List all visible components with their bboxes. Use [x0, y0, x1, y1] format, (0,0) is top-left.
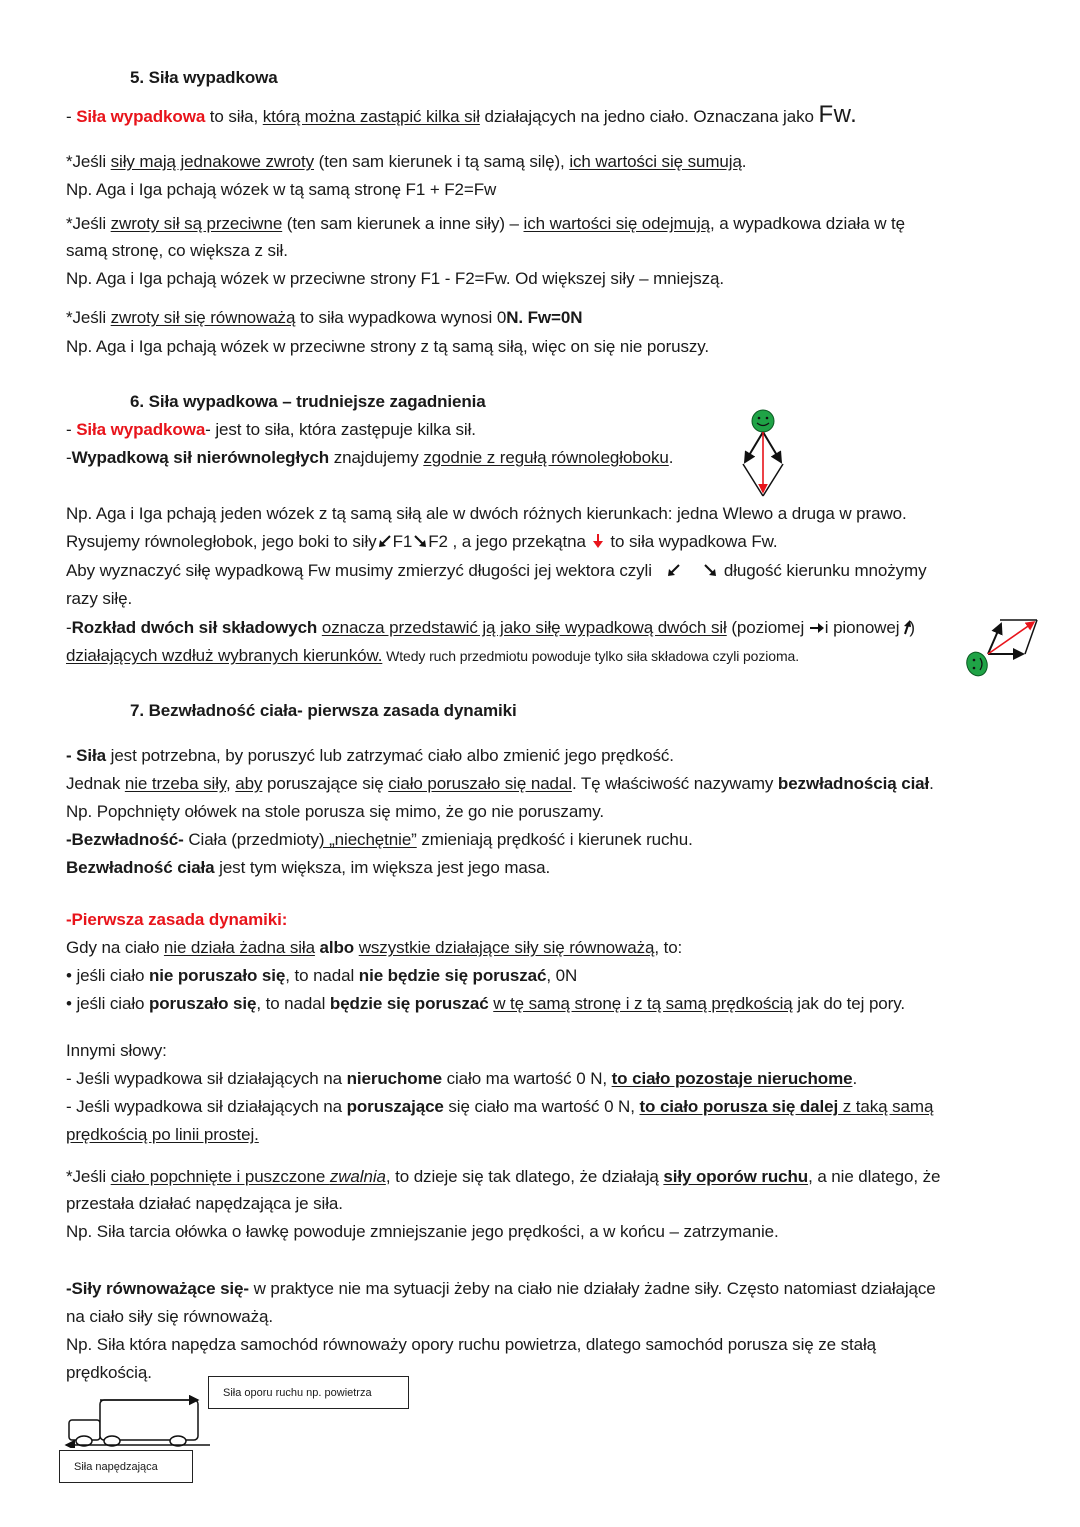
- underlined-text: ciało popchnięte i puszczone: [110, 1167, 330, 1186]
- bold-text: - Siła: [66, 746, 107, 765]
- text: poruszające się: [262, 774, 389, 793]
- case-opposite-direction-cont: samą stronę, co większa z sił.: [66, 241, 288, 260]
- underlined-text: z taką samą: [838, 1097, 934, 1116]
- slowing-down-cont: przestała działać napędzająca je siła.: [66, 1194, 343, 1213]
- arrow-down-red-icon: [590, 533, 606, 549]
- underlined-text: nie działa żadna siła: [163, 938, 315, 957]
- in-other-words: Innymi słowy:: [66, 1041, 167, 1060]
- underlined-text: ciało poruszało się nadal: [388, 774, 572, 793]
- text: działających na jedno ciało. Oznaczana jako: [479, 107, 819, 126]
- bold-underlined-text: to ciało porusza się dalej: [639, 1097, 839, 1116]
- bold-text: bezwładnością ciał: [777, 774, 930, 793]
- text: .: [852, 1069, 858, 1088]
- bold-text: -Siły równoważące się-: [66, 1279, 249, 1298]
- dash: -: [66, 107, 77, 126]
- underlined-text: wszystkie działające siły się równoważą: [358, 938, 655, 957]
- dash: -: [66, 420, 77, 439]
- text: . Tę właściwość nazywamy: [571, 774, 778, 793]
- text: ): [909, 618, 915, 637]
- text: to siła,: [205, 107, 263, 126]
- inertia-explanation: [66, 773, 934, 795]
- text: F1: [392, 532, 413, 551]
- text: - Jeśli wypadkowa sił działających na: [66, 1069, 347, 1088]
- arrow-down-left-icon: [377, 533, 393, 549]
- text: Gdy na ciało: [66, 938, 164, 957]
- text: znajdujemy: [329, 448, 424, 467]
- case-opposite-direction-example: Np. Aga i Iga pchają wózek w przeciwne strony F1 - F2=Fw. Od większej siły – mniejszą.: [66, 269, 724, 288]
- bold-text: albo: [319, 938, 355, 957]
- text: , to nadal: [285, 966, 359, 985]
- arrow-up-icon: [899, 619, 909, 635]
- text: • jeśli ciało: [66, 994, 149, 1013]
- text: to siła wypadkowa Fw.: [605, 532, 778, 551]
- resistance-force-label: [208, 1376, 409, 1409]
- underlined-text: działających wzdłuż wybranych kierunków.: [66, 646, 383, 665]
- first-law-bullet-2: [66, 993, 905, 1015]
- text: *Jeśli: [66, 308, 111, 327]
- case-opposite-direction: [66, 213, 905, 235]
- text: .: [929, 774, 934, 793]
- section-6-definition: [66, 419, 476, 441]
- fw-symbol: Fw.: [818, 101, 858, 128]
- text: Aby wyznaczyć siłę wypadkową Fw musimy zmierzyć długości jej wektora czyli: [66, 561, 652, 580]
- driving-force-label: [59, 1450, 193, 1483]
- arrow-down-left-icon: [666, 562, 682, 578]
- text: w praktyce nie ma sytuacji żeby na ciało nie działały żadne siły. Często natomiast działające: [248, 1279, 936, 1298]
- text: (ten sam kierunek a inne siły) –: [282, 214, 524, 233]
- underlined-text: nie trzeba siły: [124, 774, 227, 793]
- text: *Jeśli: [66, 1167, 111, 1186]
- bold-text: Rozkład dwóch sił składowych: [71, 618, 318, 637]
- text: Rysujemy równoległobok, jego boki to siły: [66, 532, 377, 551]
- term-resultant-force: Siła wypadkowa: [76, 420, 206, 439]
- text: - Jeśli wypadkowa sił działających na: [66, 1097, 347, 1116]
- text: .: [668, 448, 674, 467]
- dash: -: [66, 448, 72, 467]
- case-same-direction-example: Np. Aga i Iga pchają wózek w tą samą stronę F1 + F2=Fw: [66, 180, 497, 199]
- decomposition-diagram: [955, 612, 1040, 682]
- car-example: Np. Siła która napędza samochód równoważy opory ruchu powietrza, dlatego samochód porusza się ze stałą: [66, 1335, 877, 1354]
- underlined-text: zwroty sił się równoważą: [110, 308, 296, 327]
- text: , to nadal: [256, 994, 330, 1013]
- first-law-title: -Pierwsza zasada dynamiki:: [66, 910, 288, 929]
- force-decomposition: [66, 617, 915, 639]
- force-needed: [66, 745, 674, 767]
- underlined-text: zwroty sił są przeciwne: [110, 214, 283, 233]
- bold-underlined-text: siły oporów ruchu: [663, 1167, 809, 1186]
- other-words-2: [66, 1096, 933, 1118]
- bold-underlined-text: to ciało pozostaje nieruchome: [611, 1069, 853, 1088]
- case-balanced-example: Np. Aga i Iga pchają wózek w przeciwne strony z tą samą siłą, więc on się nie poruszy.: [66, 337, 710, 356]
- other-words-1: [66, 1068, 857, 1090]
- example-vector-length: [66, 560, 927, 582]
- arrow-down-right-icon: [412, 533, 428, 549]
- example-vector-length-cont: razy siłę.: [66, 589, 133, 608]
- text: , 0N: [546, 966, 578, 985]
- section-7-title: 7. Bezwładność ciała- pierwsza zasada dynamiki: [130, 701, 517, 720]
- other-words-2-cont: prędkością po linii prostej.: [66, 1125, 259, 1144]
- section-5-definition: [66, 101, 858, 128]
- text: - jest to siła, która zastępuje kilka sił.: [205, 420, 476, 439]
- text: jest potrzebna, by poruszyć lub zatrzymać ciało albo zmienić jego prędkość.: [106, 746, 674, 765]
- car-example-cont: prędkością.: [66, 1363, 152, 1382]
- truck-diagram: [60, 1388, 215, 1448]
- underlined-text: zgodnie z regułą równoległoboku: [423, 448, 669, 467]
- balanced-forces: [66, 1278, 936, 1300]
- arrow-right-icon: [809, 619, 825, 635]
- inertia-definition: [66, 829, 693, 851]
- italic-underlined-text: zwalnia: [329, 1167, 386, 1186]
- friction-example: Np. Siła tarcia ołówka o ławkę powoduje zmniejszanie jego prędkości, a w końcu – zatrzymanie.: [66, 1222, 779, 1241]
- underlined-text: ) „niechętnie”: [318, 830, 417, 849]
- label-text: Siła oporu ruchu np. powietrza: [223, 1386, 372, 1399]
- underlined-text: aby: [235, 774, 263, 793]
- arrow-down-right-icon: [702, 562, 718, 578]
- label-text: Siła napędzająca: [74, 1460, 158, 1473]
- text: .: [741, 152, 747, 171]
- slowing-down: [66, 1166, 940, 1188]
- text: i pionowej: [824, 618, 900, 637]
- underlined-text: którą można zastąpić kilka sił: [262, 107, 480, 126]
- text: (poziomej: [726, 618, 809, 637]
- smiley-face-icon: [963, 649, 990, 678]
- text: to siła wypadkowa wynosi 0: [295, 308, 507, 327]
- section-5-title: 5. Siła wypadkowa: [130, 68, 278, 87]
- parallelogram-diagram: [736, 404, 792, 500]
- parallelogram-rule: [66, 447, 673, 469]
- text: długość kierunku mnożymy: [723, 561, 927, 580]
- bold-text: poruszało się: [148, 994, 257, 1013]
- text: Wtedy ruch przedmiotu powoduje tylko siła składowa czyli pozioma.: [382, 648, 800, 664]
- text: , a wypadkowa działa w tę: [709, 214, 905, 233]
- underlined-text: ich wartości się sumują: [569, 152, 742, 171]
- text: jest tym większa, im większa jest jego masa.: [214, 858, 551, 877]
- text: , to:: [654, 938, 683, 957]
- text: ,: [226, 774, 236, 793]
- text: F2 , a jego przekątna: [428, 532, 586, 551]
- pencil-example: Np. Popchnięty ołówek na stole porusza się mimo, że go nie poruszamy.: [66, 802, 604, 821]
- bold-text: nieruchome: [346, 1069, 442, 1088]
- text: się ciało ma wartość 0 N,: [443, 1097, 640, 1116]
- smiley-face-icon: [752, 410, 774, 432]
- text: Jednak: [66, 774, 125, 793]
- underlined-text: ich wartości się odejmują: [523, 214, 710, 233]
- text: *Jeśli: [66, 152, 111, 171]
- bold-text: -Bezwładność-: [66, 830, 184, 849]
- text: jak do tej pory.: [792, 994, 905, 1013]
- case-balanced: [66, 307, 582, 329]
- bold-text: nie poruszało się: [148, 966, 286, 985]
- inertia-mass: [66, 857, 550, 879]
- truck-icon: [69, 1400, 198, 1446]
- text: Ciała (przedmioty: [183, 830, 319, 849]
- force-decomposition-cont: [66, 645, 799, 667]
- example-two-directions: Np. Aga i Iga pchają jeden wózek z tą samą siłą ale w dwóch różnych kierunkach: jedna Wlewo a druga w prawo.: [66, 504, 907, 523]
- underlined-text: siły mają jednakowe zwroty: [110, 152, 315, 171]
- text: (ten sam kierunek i tą samą silę),: [314, 152, 570, 171]
- example-parallelogram-sides: [66, 531, 777, 553]
- term-resultant-force: Siła wypadkowa: [76, 107, 206, 126]
- bold-text: Bezwładność ciała: [66, 858, 215, 877]
- case-same-direction: [66, 151, 746, 173]
- underlined-text: w tę samą stronę i z tą samą prędkością: [493, 994, 793, 1013]
- text: *Jeśli: [66, 214, 111, 233]
- balanced-forces-cont: na ciało siły się równoważą.: [66, 1307, 273, 1326]
- section-6-title: 6. Siła wypadkowa – trudniejsze zagadnienia: [130, 392, 486, 411]
- bold-text: Wypadkową sił nierównoległych: [71, 448, 330, 467]
- bold-text: nie będzie się poruszać: [358, 966, 547, 985]
- text: , a nie dlatego, że: [808, 1167, 941, 1186]
- text: zmieniają prędkość i kierunek ruchu.: [416, 830, 693, 849]
- bold-text: będzie się poruszać: [329, 994, 489, 1013]
- dash: -: [66, 618, 72, 637]
- first-law-statement: [66, 937, 682, 959]
- underlined-text: oznacza przedstawić ją jako siłę wypadkową dwóch sił: [321, 618, 727, 637]
- bold-text: poruszające: [346, 1097, 444, 1116]
- text: , to dzieje się tak dlatego, że działają: [385, 1167, 664, 1186]
- text: • jeśli ciało: [66, 966, 149, 985]
- first-law-bullet-1: [66, 965, 577, 987]
- text: ciało ma wartość 0 N,: [441, 1069, 612, 1088]
- bold-text: N. Fw=0N: [506, 308, 583, 327]
